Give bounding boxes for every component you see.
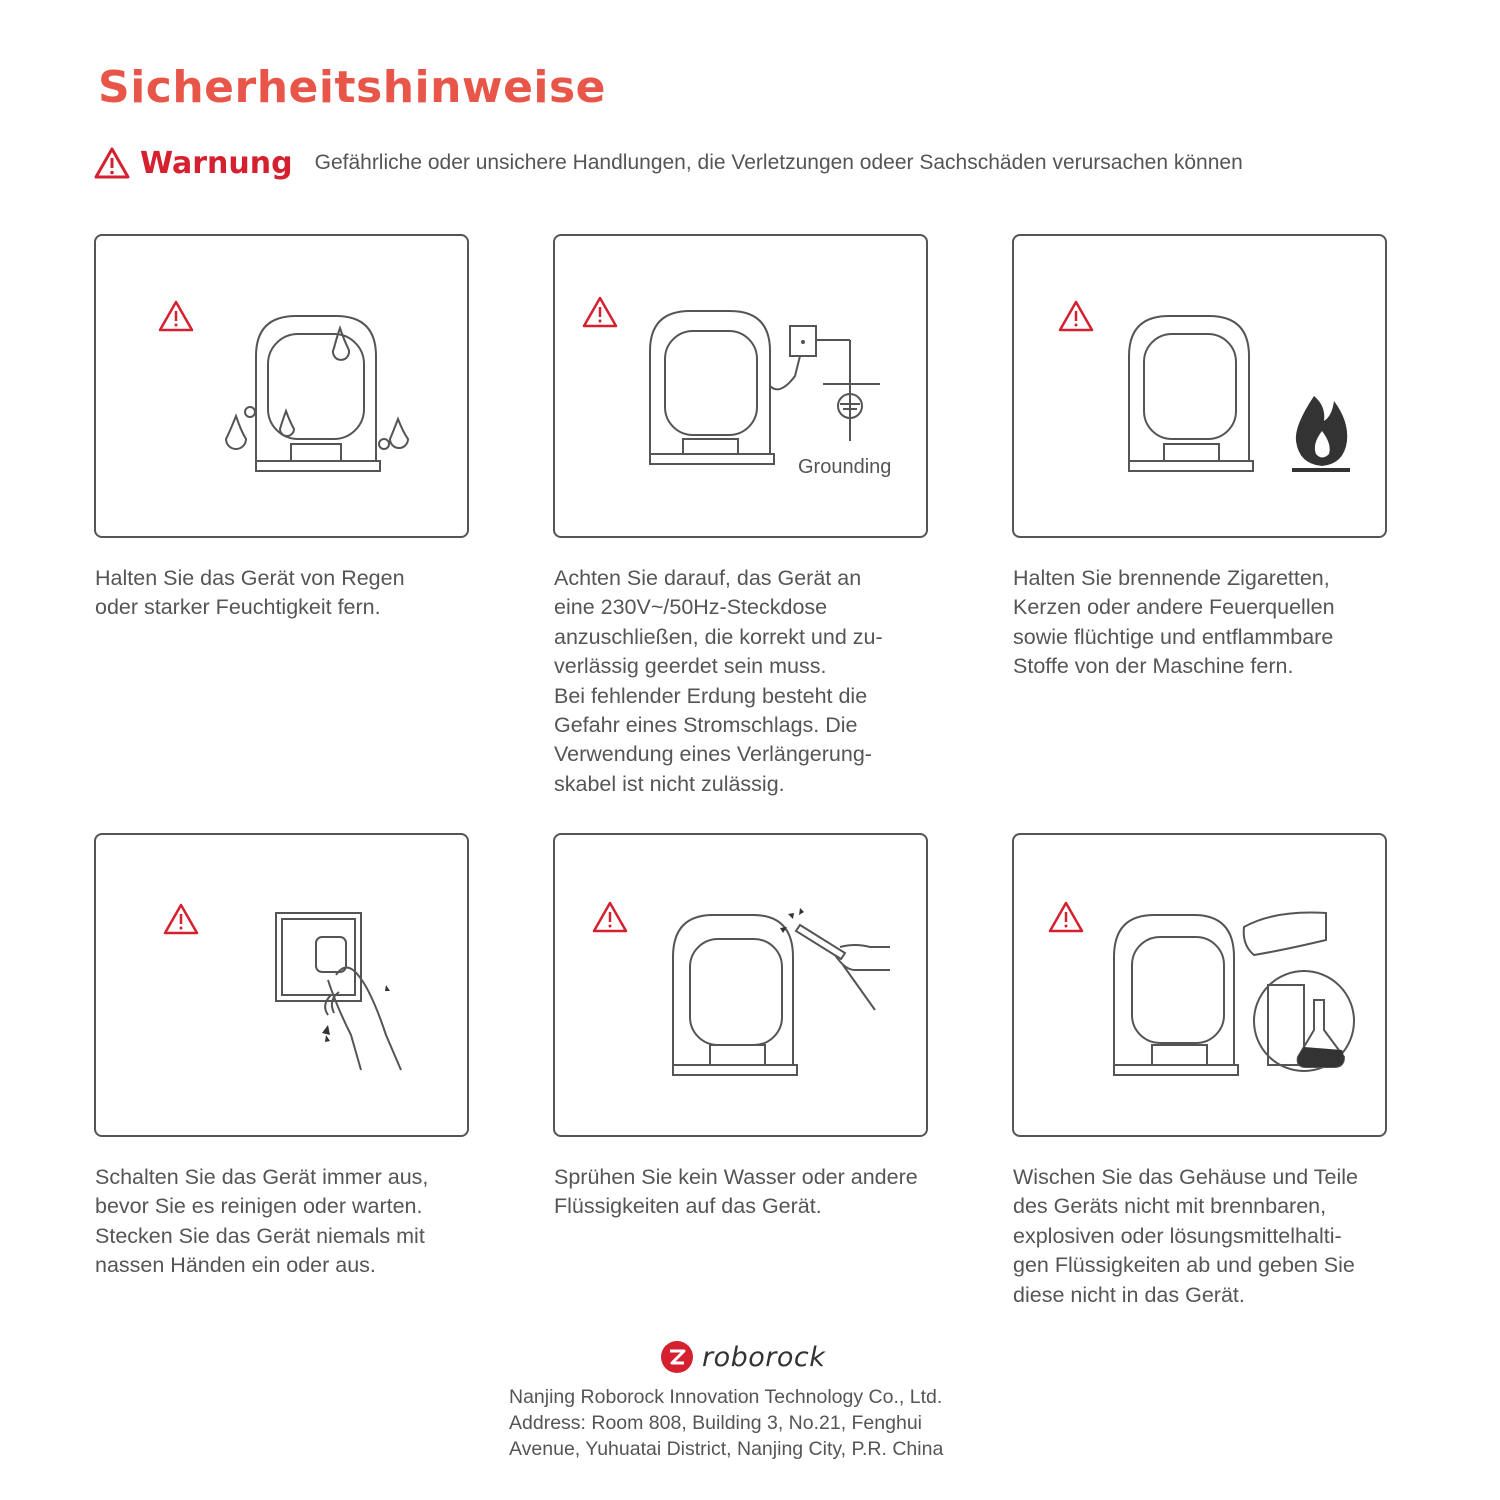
- panel-fire: [1012, 234, 1387, 538]
- water-drops-icon: [96, 236, 471, 540]
- panel-moisture: [94, 234, 469, 538]
- water-spray-icon: [555, 835, 930, 1139]
- caption-text: Schalten Sie das Gerät immer aus, bevor Sie es reinigen oder warten. Stecken Sie das Gerät niemals mit nassen Händen ein oder aus.: [95, 1165, 429, 1278]
- brand-name: roborock: [702, 1341, 826, 1373]
- roborock-logo-icon: [660, 1340, 694, 1374]
- warning-legend: [94, 143, 1243, 183]
- fire-icon: [1014, 236, 1389, 540]
- caption-text: Halten Sie brennende Zigaretten, Kerzen oder andere Feuerquellen sowie flüchtige und entflammbare Stoffe von der Maschine fern.: [1013, 566, 1335, 679]
- warning-label: Warnung: [140, 145, 293, 181]
- caption-fire: [1013, 564, 1388, 682]
- caption-text: Achten Sie darauf, das Gerät an eine 230V~/50Hz-Steckdose anzuschließen, die korrekt und zu- verlässig geerdet sein muss. Bei fehlender Erdung besteht die Gefahr eines Stromschlags. Die Verwendung eines Verlängerung- skabel ist nicht zulässig.: [554, 566, 883, 796]
- roborock-logo: [660, 1340, 825, 1374]
- caption-spray: [554, 1163, 929, 1222]
- panel-chemicals: [1012, 833, 1387, 1137]
- wet-hand-socket-icon: [96, 835, 471, 1139]
- address-line: Avenue, Yuhuatai District, Nanjing City, P.R. China: [509, 1438, 944, 1460]
- company-address: [509, 1384, 943, 1462]
- warning-triangle-icon: [94, 146, 130, 180]
- grounding-icon: [555, 236, 930, 540]
- page-title: Sicherheitshinweise: [98, 62, 607, 113]
- grounding-label: Grounding: [798, 456, 892, 478]
- panel-wet-hands: [94, 833, 469, 1137]
- warning-description: Gefährliche oder unsichere Handlungen, die Verletzungen odeer Sachschäden verursachen können: [314, 151, 1243, 174]
- caption-grounding: [554, 564, 929, 799]
- caption-chemicals: [1013, 1163, 1388, 1310]
- caption-text: Sprühen Sie kein Wasser oder andere Flüssigkeiten auf das Gerät.: [554, 1165, 918, 1219]
- caption-wet-hands: [95, 1163, 470, 1281]
- panel-spray: [553, 833, 928, 1137]
- address-line: Nanjing Roborock Innovation Technology Co., Ltd.: [509, 1386, 943, 1408]
- chemicals-icon: [1014, 835, 1389, 1139]
- caption-moisture: [95, 564, 470, 623]
- panel-grounding: [553, 234, 928, 538]
- address-line: Address: Room 808, Building 3, No.21, Fenghui: [509, 1412, 922, 1434]
- caption-text: Halten Sie das Gerät von Regen oder starker Feuchtigkeit fern.: [95, 566, 405, 620]
- caption-text: Wischen Sie das Gehäuse und Teile des Geräts nicht mit brennbaren, explosiven oder lösungsmittelhalti- gen Flüssigkeiten ab und geben Sie diese nicht in das Gerät.: [1013, 1165, 1359, 1307]
